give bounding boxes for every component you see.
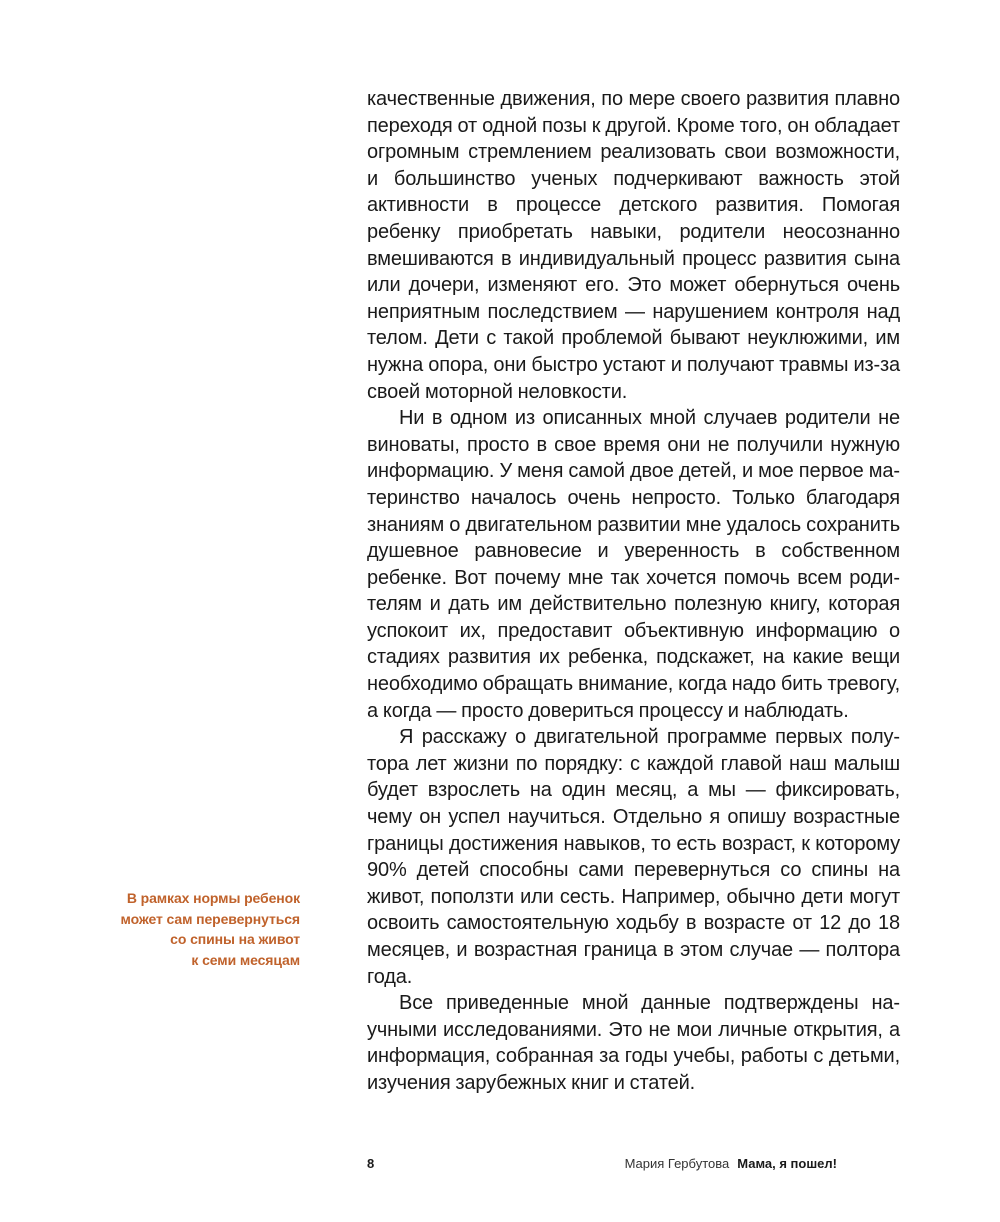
margin-note-line: В рамках нормы ребенок	[126, 890, 300, 906]
paragraph: Все приведенные мной данные подтверждены научными исследованиями. Это не мои личные открытия, а информация, собранная за годы учебы, работы с детьми, изучения зарубежных книг и статей.	[367, 992, 900, 1094]
page-number: 8	[367, 1156, 375, 1171]
margin-note-line: к семи месяцам	[191, 951, 300, 968]
margin-note	[80, 888, 300, 970]
main-text-column	[367, 86, 900, 1097]
paragraph: Ни в одном из описанных мной случаев родители не виноваты, просто в свое время они не получили нужную информацию. У меня самой двое детей, и мое первое материнство началось очень непросто. Только благодаря знаниям о двигательном развитии мне удалось сохранить душевное равновесие и уверенность в собственном ребенке. Вот почему мне так хочется помочь всем родителям и дать им действительно полезную книгу, которая успокоит их, предоставит объективную информацию о стадиях развития их ребенка, подскажет, на какие вещи необходимо обращать внимание, когда надо бить тревогу, а когда — просто довериться процессу и наблюдать.	[367, 407, 900, 722]
book-title: Мама, я пошел!	[737, 1156, 837, 1171]
margin-note-line: со спины на живот	[170, 931, 300, 947]
paragraph: Я расскажу о двигательной программе первых полутора лет жизни по порядку: с каждой главой наш малыш будет взрослеть на один месяц, а мы — фиксировать, чему он успел научиться. Отдельно я опишу возрастные границы достижения навыков, то есть возраст, к которому 90% детей способны сами перевернуться со спины на живот, поползти или сесть. Например, обычно дети могут освоить самостоятельную ходьбу в возрасте от 12 до 18 месяцев, и возрастная граница в этом случае — полтора года.	[367, 726, 900, 988]
paragraph: качественные движения, по мере своего развития плавно переходя от одной позы к другой. Кроме того, он обладает огромным стремлением реализовать свои возможности, и большинство ученых подчеркивают важность этой активности в процессе детского развития. Помогая ребенку приобретать навыки, родители неосознанно вмешиваются в индивидуальный процесс развития сына или дочери, изменяют его. Это может обернуться очень неприятным последствием — нарушением контроля над телом. Дети с такой проблемой бывают неуклюжими, им нужна опора, они быстро устают и получают травмы из-за своей моторной неловкости.	[367, 88, 900, 403]
margin-note-line: может сам перевернуться	[120, 910, 300, 927]
running-head	[625, 1156, 837, 1172]
author-name: Мария Гербутова	[624, 1156, 730, 1171]
